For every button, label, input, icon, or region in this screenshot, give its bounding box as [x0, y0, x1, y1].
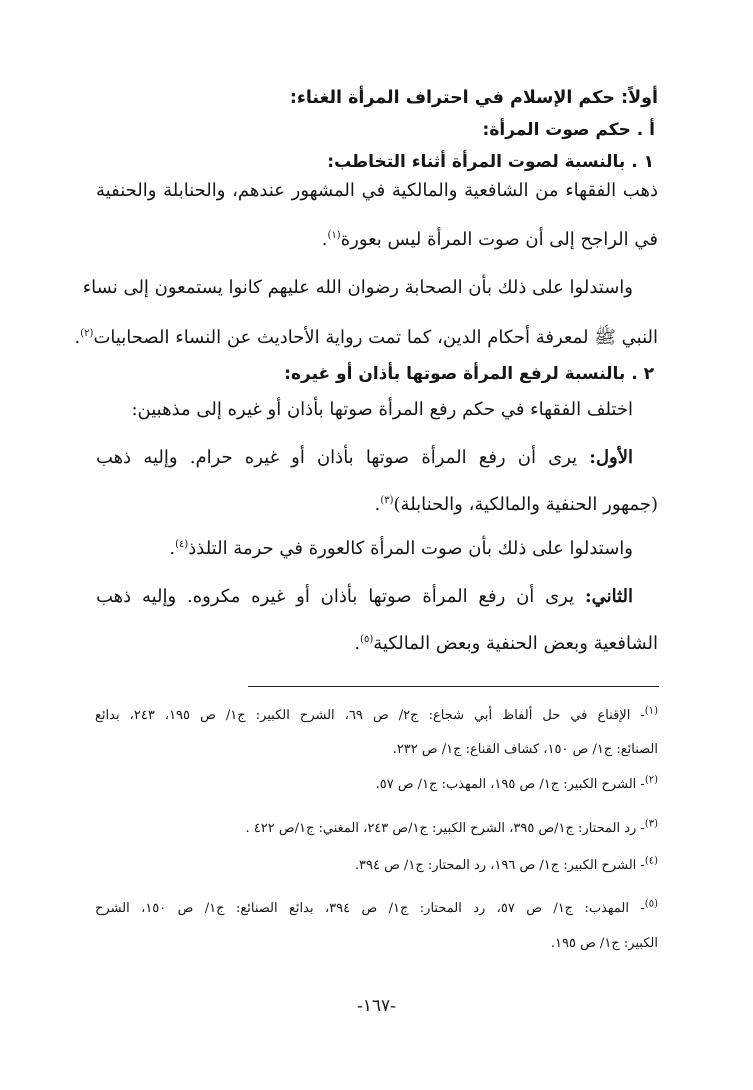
paragraph-2-period: . — [74, 327, 81, 348]
opinion-1-scholars: (جمهور الحنفية والمالكية، والحنابلة) — [393, 494, 658, 515]
opinion-2-scholars: الشافعية وبعض الحنفية وبعض المالكية — [373, 633, 658, 654]
paragraph-2-line-2 — [75, 326, 658, 352]
paragraph-2-text: النبي ﷺ لمعرفة أحكام الدين، كما تمت رواية الأحاديث عن النساء الصحابيات — [93, 327, 658, 348]
footnote-1-number: (١) — [644, 705, 658, 717]
footnote-3-number: (٣) — [644, 818, 658, 830]
paragraph-2-line-1: واستدلوا على ذلك بأن الصحابة رضوان الله عليهم كانوا يستمعون إلى نساء — [82, 277, 633, 298]
footnote-3-text: - رد المحتار: ج١/ص ٣٩٥، الشرح الكبير: ج١/ص ٢٤٣، المغني: ج١/ص ٤٢٢ . — [245, 821, 645, 836]
footnote-1-line-1 — [95, 705, 658, 723]
paragraph-5-line-1 — [169, 538, 633, 559]
opinion-2-label: الثاني: — [584, 586, 633, 607]
footnote-ref-1: (١) — [327, 230, 341, 241]
paragraph-4-line-1 — [96, 447, 633, 468]
footnote-ref-2: (٢) — [80, 328, 94, 339]
footnote-1-line-2: الصنائع: ج١/ ص ١٥٠، كشاف القناع: ج١/ ص ٢٣٢. — [392, 742, 658, 757]
footnote-ref-5: (٥) — [360, 634, 374, 645]
opinion-2-text: يرى أن رفع المرأة صوتها بأذان أو غيره مكروه. وإليه ذهب — [96, 586, 575, 607]
main-heading: أولاً: حكم الإسلام في احتراف المرأة الغناء: — [289, 88, 658, 108]
footnote-separator — [248, 686, 659, 687]
subheading-a: أ . حكم صوت المرأة: — [482, 120, 655, 140]
footnote-2-text: - الشرح الكبير: ج١/ ص ١٩٥، المهذب: ج١/ ص ٥٧. — [375, 777, 645, 792]
paragraph-1-line-2 — [322, 229, 658, 250]
paragraph-5-text: واستدلوا على ذلك بأن صوت المرأة كالعورة في حرمة التلذذ — [188, 538, 633, 559]
footnote-4-text: - الشرح الكبير: ج١/ ص ١٩٦، رد المحتار: ج١/ ص ٣٩٤. — [354, 858, 645, 873]
footnote-5-number: (٥) — [644, 898, 658, 910]
footnote-4 — [354, 855, 658, 873]
opinion-1-label: الأول: — [589, 447, 633, 468]
paragraph-5-period: . — [169, 538, 176, 559]
footnote-4-number: (٤) — [644, 855, 658, 867]
footnote-5-text: - المهذب: ج١/ ص ٥٧، رد المحتار: ج١/ ص ٣٩٤، بدائع الصنائع: ج١/ ص ١٥٠، الشرح — [95, 901, 645, 916]
subheading-point-2: ٢ . بالنسبة لرفع المرأة صوتها بأذان أو غيره: — [284, 364, 654, 384]
footnote-3 — [245, 818, 658, 836]
paragraph-1-line-1: ذهب الفقهاء من الشافعية والمالكية في المشهور عندهم، والحنابلة والحنفية — [96, 180, 658, 201]
paragraph-6-line-2 — [354, 633, 658, 654]
footnote-1-text: - الإقناع في حل ألفاظ أبي شجاع: ج٢/ ص ٦٩، الشرح الكبير: ج١/ ص ١٩٥، ٢٤٣، بدائع — [95, 708, 645, 723]
opinion-1-text: يرى أن رفع المرأة صوتها بأذان أو غيره حرام. وإليه ذهب — [96, 447, 578, 468]
footnote-ref-3: (٣) — [380, 495, 394, 506]
paragraph-3-line-1: اختلف الفقهاء في حكم رفع المرأة صوتها بأذان أو غيره إلى مذهبين: — [131, 399, 633, 420]
footnote-5-line-2: الكبير: ج١/ ص ١٩٥. — [550, 936, 658, 951]
footnote-ref-4: (٤) — [175, 539, 189, 550]
paragraph-4-line-2 — [375, 494, 658, 515]
paragraph-6-period: . — [354, 633, 361, 654]
footnote-2-number: (٢) — [644, 774, 658, 786]
subheading-point-1: ١ . بالنسبة لصوت المرأة أثناء التخاطب: — [327, 152, 654, 172]
page-number: -١٦٧- — [357, 996, 396, 1015]
paragraph-1-text: في الراجح إلى أن صوت المرأة ليس بعورة — [340, 229, 658, 250]
paragraph-6-line-1 — [96, 586, 633, 607]
paragraph-4-period: . — [374, 494, 381, 515]
footnote-2 — [375, 774, 658, 792]
paragraph-1-period: . — [321, 229, 328, 250]
footnote-5-line-1 — [95, 898, 658, 916]
